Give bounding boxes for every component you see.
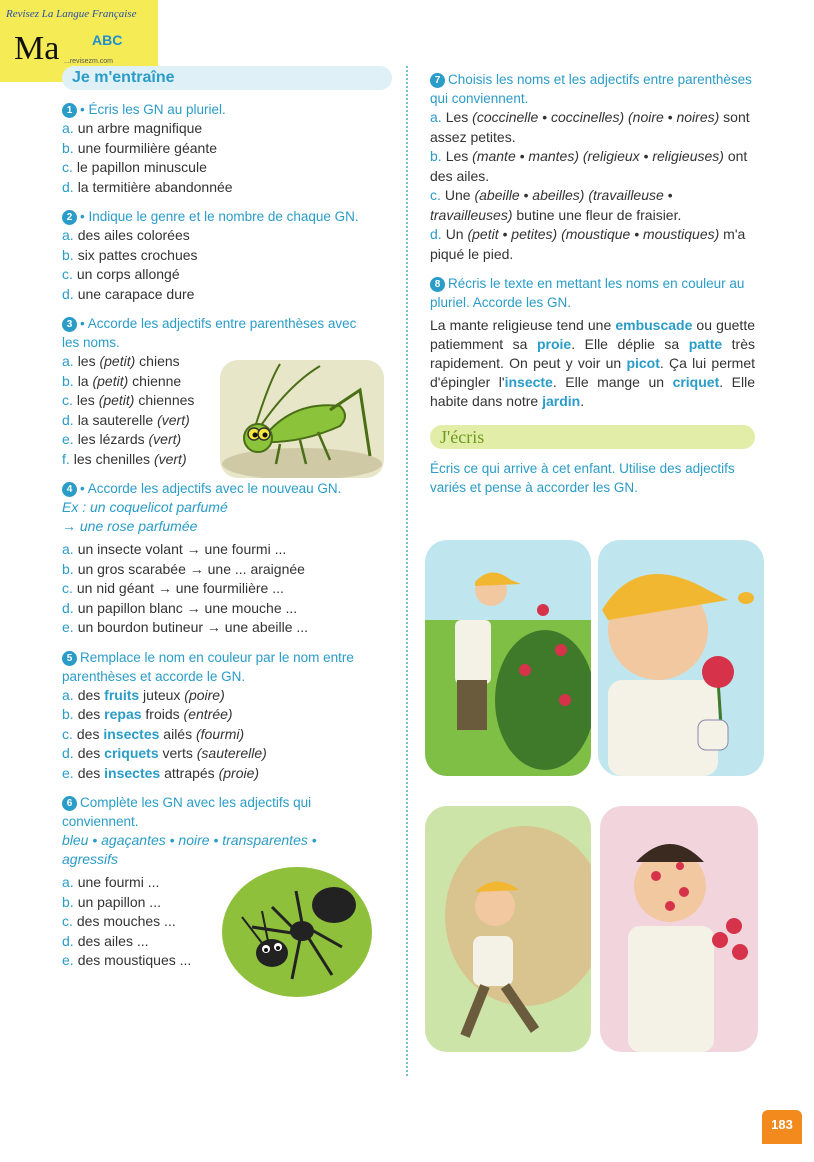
list-item: d. des ailes ... — [62, 932, 149, 949]
list-item: d. un papillon blanc → une mouche ... — [62, 599, 298, 616]
logo-site: ...revisezm.com — [64, 58, 114, 65]
exercise-title: • Indique le genre et le nombre de chaque GN. — [80, 209, 359, 224]
exercise-number: 8 — [430, 277, 445, 292]
list-item: b. six pattes crochues — [62, 246, 198, 263]
exercise-number: 4 — [62, 482, 77, 497]
writing-instruction: Écris ce qui arrive à cet enfant. Utilise des adjectifs variés et pense à accorder les GN. — [430, 461, 735, 495]
list-item: b. un papillon ... — [62, 893, 161, 910]
grasshopper-illustration — [220, 360, 384, 478]
column-divider — [406, 66, 408, 1076]
list-item: c. un corps allongé — [62, 266, 180, 282]
list-item: d. des criquets verts (sauterelle) — [62, 745, 267, 761]
list-item: c. le papillon minuscule — [62, 159, 207, 175]
logo-text: Ma — [14, 30, 60, 67]
left-column — [62, 66, 392, 971]
exercise-3 — [62, 314, 392, 469]
exercise-8 — [430, 274, 755, 411]
exercise-title: Récris le texte en mettant les noms en couleur au pluriel. Accorde les GN. — [430, 276, 745, 310]
list-item: a. un arbre magnifique — [62, 120, 203, 136]
exercise-title: • Accorde les adjectifs entre parenthèses avec les noms. — [62, 316, 357, 350]
exercise-number: 5 — [62, 651, 77, 666]
adjective-list: bleu • agaçantes • noire • transparentes • agressifs — [62, 832, 317, 867]
exercise-number: 1 — [62, 103, 77, 118]
list-item: a. des ailes colorées — [62, 227, 190, 243]
list-item: d. une carapace dure — [62, 285, 195, 302]
section-title: J'écris — [440, 427, 485, 447]
exercise-title: Complète les GN avec les adjectifs qui conviennent. — [62, 795, 312, 829]
list-item: d. la termitière abandonnée — [62, 178, 233, 195]
comic-panel-4 — [600, 806, 758, 1052]
section-title-bar — [430, 425, 755, 449]
list-item: b. un gros scarabée → une ... araignée — [62, 560, 305, 577]
list-item: c. un nid géant → une fourmilière ... — [62, 580, 284, 596]
list-item: f. les chenilles (vert) — [62, 450, 187, 467]
list-item: a. les (petit) chiens — [62, 353, 180, 369]
exercise-6 — [62, 793, 392, 971]
comic-panel-2 — [598, 540, 764, 776]
list-item: c. les (petit) chiennes — [62, 392, 195, 408]
right-column — [430, 66, 755, 497]
list-item: c. des insectes ailés (fourmi) — [62, 725, 245, 742]
exercise-number: 2 — [62, 210, 77, 225]
exercise-number: 3 — [62, 317, 77, 332]
list-item: c. des mouches ... — [62, 913, 176, 929]
list-item: a. une fourmi ... — [62, 874, 160, 890]
list-item: a. un insecte volant → une fourmi ... — [62, 541, 287, 557]
list-item: e. des moustiques ... — [62, 952, 192, 968]
exercise-4 — [62, 479, 392, 638]
example-line: Ex : un coquelicot parfumé — [62, 499, 228, 515]
logo-abc: ABC — [92, 32, 123, 48]
list-item: b. une fourmilière géante — [62, 139, 217, 156]
exercise-title: • Écris les GN au pluriel. — [80, 102, 226, 117]
exercise-number: 6 — [62, 796, 77, 811]
list-item: c. Une (abeille • abeilles) (travailleuse • travailleuses) butine une fleur de fraisier. — [430, 187, 682, 223]
list-item: a. des fruits juteux (poire) — [62, 686, 225, 703]
comic-panel-3 — [425, 806, 591, 1052]
exercise-number: 7 — [430, 73, 445, 88]
list-item: d. Un (petit • petites) (moustique • moustiques) m'a piqué le pied. — [430, 226, 746, 262]
list-item: b. des repas froids (entrée) — [62, 706, 233, 722]
comic-panel-1 — [425, 540, 591, 776]
exercise-title: Choisis les noms et les adjectifs entre parenthèses qui conviennent. — [430, 72, 752, 106]
exercise-title: Remplace le nom en couleur par le nom entre parenthèses et accorde le GN. — [62, 649, 354, 684]
list-item: e. les lézards (vert) — [62, 431, 182, 447]
exercise-2 — [62, 207, 392, 304]
section-title: Je m'entraîne — [72, 69, 175, 86]
page-number: 183 — [762, 1110, 802, 1144]
list-item: a. Les (coccinelle • coccinelles) (noire • noires) sont assez petites. — [430, 109, 750, 145]
section-title-bar — [62, 66, 392, 90]
example-line: → une rose parfumée — [62, 518, 198, 534]
exercise-1 — [62, 100, 392, 197]
exercise-7 — [430, 70, 755, 264]
list-item: b. Les (mante • mantes) (religieux • religieuses) ont des ailes. — [430, 148, 748, 184]
list-item: d. la sauterelle (vert) — [62, 411, 190, 428]
ant-illustration — [222, 867, 372, 997]
exercise-text: La mante religieuse tend une embuscade ou guette patiemment sa proie. Elle déplie sa patte très rapidement. On peut y voir un picot. Ça lui permet d'épingler l'insecte. Elle mange un criquet. Elle habite dans notre jardin. — [430, 317, 756, 409]
logo-tagline: Revisez La Langue Française — [6, 8, 137, 20]
list-item: e. un bourdon butineur → une abeille ... — [62, 619, 309, 635]
list-item: b. la (petit) chienne — [62, 372, 182, 389]
exercise-title: • Accorde les adjectifs avec le nouveau GN. — [80, 481, 342, 496]
exercise-5 — [62, 648, 392, 784]
list-item: e. des insectes attrapés (proie) — [62, 764, 260, 781]
